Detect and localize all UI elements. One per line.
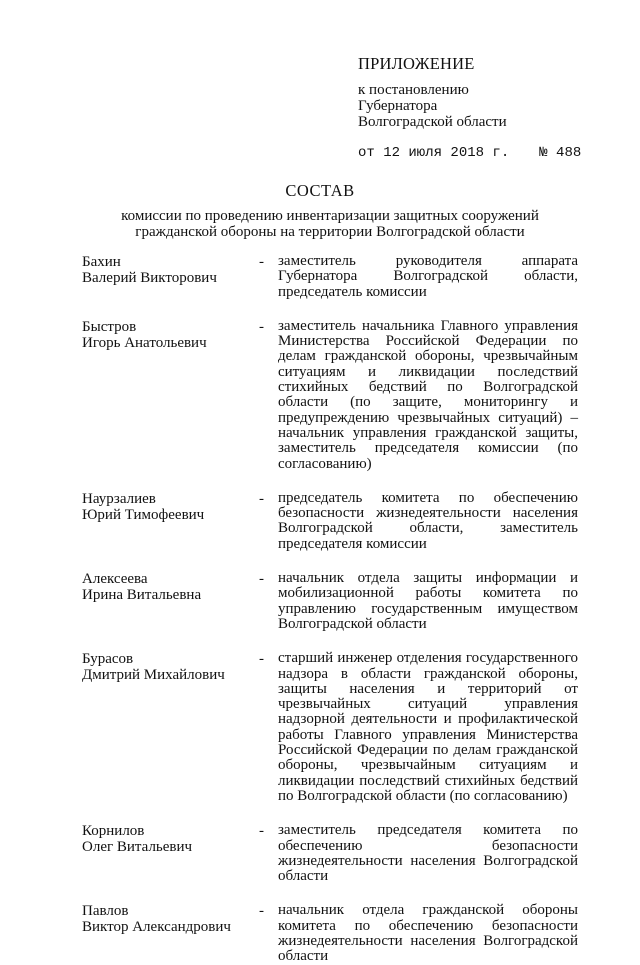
subtitle-line-2: гражданской обороны на территории Волгоградской области [135, 224, 525, 240]
member-given-name: Юрий Тимофеевич [82, 506, 205, 523]
member-role: заместитель руководителя аппарата Губернатора Волгоградской области, председатель комиссии [278, 253, 578, 300]
member-dash: - [259, 823, 264, 840]
appendix-line-3: Волгоградской области [358, 114, 507, 130]
resolution-date-line [358, 145, 581, 161]
document-title: СОСТАВ [285, 181, 355, 200]
resolution-date: от 12 июля 2018 г. [358, 145, 510, 161]
member-surname: Алексеева [82, 571, 148, 588]
member-surname: Корнилов [82, 823, 145, 840]
member-name [82, 491, 252, 523]
member-role: заместитель начальника Главного управления Министерства Российской Федерации по делам гражданской обороны, чрезвычайным ситуациям и ликвидации последствий стихийных бедствий по Волгоградской области (по защите, мониторингу и предупреждению чрезвычайных ситуаций) – начальник управления гражданской защиты, заместитель председателя комиссии (по согласованию) [278, 317, 578, 472]
member-entry [82, 319, 582, 472]
member-entry [82, 254, 582, 300]
member-role: председатель комитета по обеспечению безопасности жизнедеятельности населения Волгоградской области, заместитель председателя комиссии [278, 489, 578, 552]
member-surname: Павлов [82, 903, 129, 920]
subtitle-line-1: комиссии по проведению инвентаризации защитных сооружений [121, 208, 539, 224]
appendix-title: ПРИЛОЖЕНИЕ [358, 54, 475, 73]
member-role: старший инженер отделения государственного надзора в области гражданской обороны, защиты населения и территорий от чрезвычайных ситуаций управления надзорной деятельности и профилактической работы Главного управления Министерства Российской Федерации по делам гражданской обороны, чрезвычайным ситуациям и ликвидации последствий стихийных бедствий по Волгоградской области (по согласованию) [278, 650, 578, 804]
appendix-line-1: к постановлению [358, 82, 469, 98]
member-name [82, 571, 252, 603]
member-dash: - [259, 903, 264, 920]
member-list [82, 254, 582, 965]
member-surname: Наурзалиев [82, 490, 156, 507]
member-entry [82, 491, 582, 552]
member-name [82, 823, 252, 855]
member-surname: Бахин [82, 254, 121, 270]
member-surname: Бурасов [82, 651, 134, 668]
member-given-name: Валерий Викторович [82, 270, 217, 286]
member-given-name: Игорь Анатольевич [82, 334, 207, 351]
member-given-name: Ирина Витальевна [82, 587, 202, 604]
appendix-block [358, 56, 581, 161]
member-role: начальник отдела гражданской обороны комитета по обеспечению безопасности жизнедеятельности населения Волгоградской области [278, 902, 578, 965]
member-dash: - [259, 254, 264, 270]
member-name [82, 319, 252, 351]
member-dash: - [259, 651, 264, 668]
appendix-line-2: Губернатора [358, 98, 438, 114]
member-dash: - [259, 571, 264, 588]
document-subtitle [0, 208, 640, 240]
member-surname: Быстров [82, 318, 137, 335]
member-given-name: Олег Витальевич [82, 839, 193, 856]
member-entry [82, 571, 582, 632]
resolution-number: № 488 [539, 145, 582, 161]
member-name [82, 254, 252, 286]
member-entry [82, 823, 582, 884]
member-name [82, 651, 252, 683]
member-name [82, 903, 252, 935]
member-entry [82, 651, 582, 804]
member-entry [82, 903, 582, 964]
member-role: начальник отдела защиты информации и мобилизационной работы комитета по управлению государственным имуществом Волгоградской области [278, 570, 578, 632]
member-given-name: Виктор Александрович [82, 919, 231, 936]
member-dash: - [259, 490, 264, 507]
member-role: заместитель председателя комитета по обеспечению безопасности жизнедеятельности населения Волгоградской области [278, 822, 578, 885]
member-given-name: Дмитрий Михайлович [82, 667, 225, 684]
member-dash: - [259, 318, 264, 335]
